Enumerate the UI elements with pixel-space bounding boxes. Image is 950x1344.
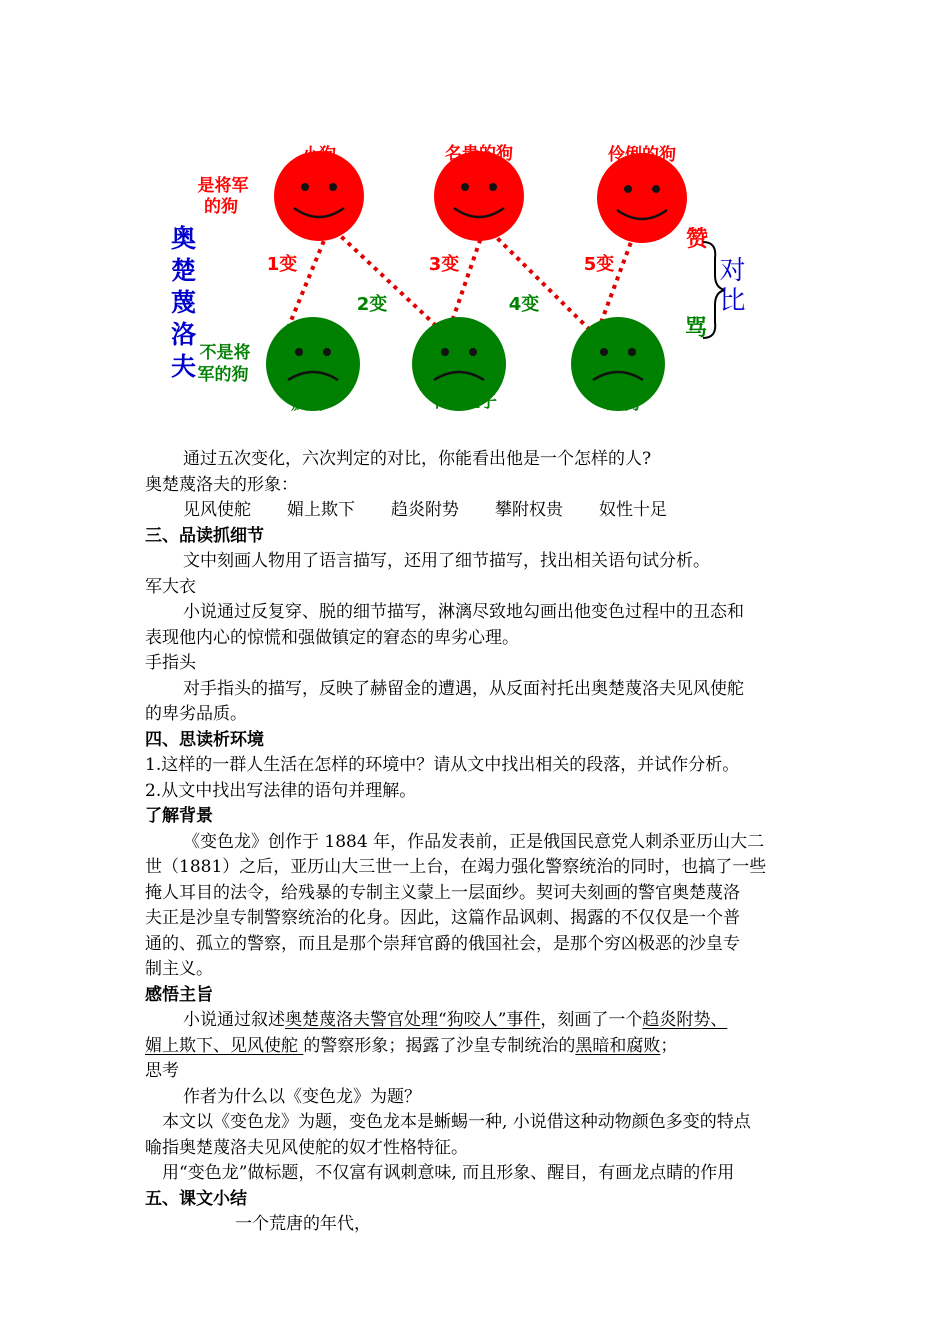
change-label: 5变 <box>583 254 615 275</box>
paragraph: 对手指头的描写，反映了赫留金的遭遇，从反面衬托出奥楚蔑洛夫见风使舵 <box>183 678 744 699</box>
not-general-dog-label: 军的狗 <box>197 365 249 385</box>
trait-item: 媚上欺下 <box>287 500 355 520</box>
paragraph: 喻指奥楚蔑洛夫见风使舵的奴才性格特征。 <box>145 1137 468 1158</box>
praise-label: 赞 <box>686 227 709 252</box>
background-heading: 了解背景 <box>145 806 213 826</box>
top-label: 小狗 <box>302 145 336 165</box>
paragraph: 《变色龙》创作于 1884 年，作品发表前，正是俄国民意党人刺杀亚历山大二 <box>183 831 765 852</box>
paragraph: 世（1881）之后，亚历山大三世一上台，在竭力强化警察统治的同时，也搞了一些 <box>145 857 767 877</box>
bottom-label: 野狗 <box>606 394 640 414</box>
paragraph: 的卑劣品质。 <box>145 704 247 724</box>
paragraph: 用“变色龙”做标题，不仅富有讽刺意味, 而且形象、醒目，有画龙点睛的作用 <box>162 1163 735 1183</box>
not-general-dog-label: 不是将 <box>199 343 251 363</box>
question-item: 2.从文中找出写法律的语句并理解。 <box>145 780 417 801</box>
vertical-name-label: 奥楚蔑洛夫 <box>167 225 197 385</box>
subheading-coat: 军大衣 <box>145 576 196 597</box>
top-label: 名贵的狗 <box>445 144 513 164</box>
subheading-finger: 手指头 <box>145 653 196 673</box>
character-change-diagram <box>155 130 795 430</box>
happy-face-icon <box>434 151 524 241</box>
paragraph: 表现他内心的惊慌和强做镇定的窘态的卑劣心理。 <box>145 627 519 648</box>
image-label: 奥楚蔑洛夫的形象： <box>145 474 298 495</box>
change-label: 2变 <box>356 294 388 315</box>
change-label: 3变 <box>428 254 460 275</box>
section-heading-3: 三、品读抓细节 <box>145 525 264 546</box>
theme-paragraph: 小说通过叙述奥楚蔑洛夫警官处理“狗咬人”事件，刻画了一个趋炎附势、 <box>183 1010 728 1030</box>
paragraph: 文中刻画人物用了语言描写，还用了细节描写，找出相关语句试分析。 <box>183 551 710 571</box>
question-text: 通过五次变化，六次判定的对比，你能看出他是一个怎样的人? <box>183 449 652 469</box>
top-label: 伶俐的狗 <box>608 145 676 165</box>
trait-item: 见风使舵 <box>183 500 251 520</box>
paragraph: 本文以《变色龙》为题，变色龙本是蜥蜴一种, 小说借这种动物颜色多变的特点 <box>162 1112 751 1132</box>
theme-heading: 感悟主旨 <box>145 984 213 1005</box>
question-text: 作者为什么以《变色龙》为题？ <box>183 1086 421 1107</box>
theme-paragraph: 媚上欺下、见风使舵 的警察形象；揭露了沙皇专制统治的黑暗和腐败； <box>145 1035 678 1056</box>
traits-list <box>145 498 810 524</box>
is-general-dog-label: 的狗 <box>204 197 238 217</box>
bottom-label: 疯狗 <box>291 394 325 414</box>
section-heading-5: 五、课文小结 <box>145 1188 247 1209</box>
paragraph: 夫正是沙皇专制警察统治的化身。因此，这篇作品讽刺、揭露的不仅仅是一个普 <box>145 908 740 928</box>
paragraph: 通的、孤立的警察，而且是那个崇拜官爵的俄国社会，是那个穷凶极恶的沙皇专 <box>145 933 740 954</box>
question-block <box>145 447 810 1238</box>
summary-line: 一个荒唐的年代， <box>235 1214 371 1234</box>
trait-item: 攀附权贵 <box>495 500 563 520</box>
contrast-label: 对比 <box>715 256 745 316</box>
change-label: 1变 <box>266 254 298 275</box>
scold-label: 骂 <box>685 316 708 341</box>
trait-item: 趋炎附势 <box>391 500 459 520</box>
bottom-label: 下贱胚子 <box>429 392 497 412</box>
happy-face-icon <box>597 153 687 243</box>
section-heading-4: 四、思读析环境 <box>145 729 264 750</box>
paragraph: 制主义。 <box>145 959 213 979</box>
change-label: 4变 <box>508 294 540 315</box>
paragraph: 小说通过反复穿、脱的细节描写，淋漓尽致地勾画出他变色过程中的丑态和 <box>183 602 744 622</box>
trait-item: 奴性十足 <box>599 500 667 520</box>
question-item: 1.这样的一群人生活在怎样的环境中？请从文中找出相关的段落，并试作分析。 <box>145 755 740 775</box>
paragraph: 掩人耳目的法令，给残暴的专制主义蒙上一层面纱。契诃夫刻画的警官奥楚蔑洛 <box>145 882 740 903</box>
is-general-dog-label: 是将军 <box>197 176 249 196</box>
subheading-think: 思考 <box>145 1061 179 1081</box>
